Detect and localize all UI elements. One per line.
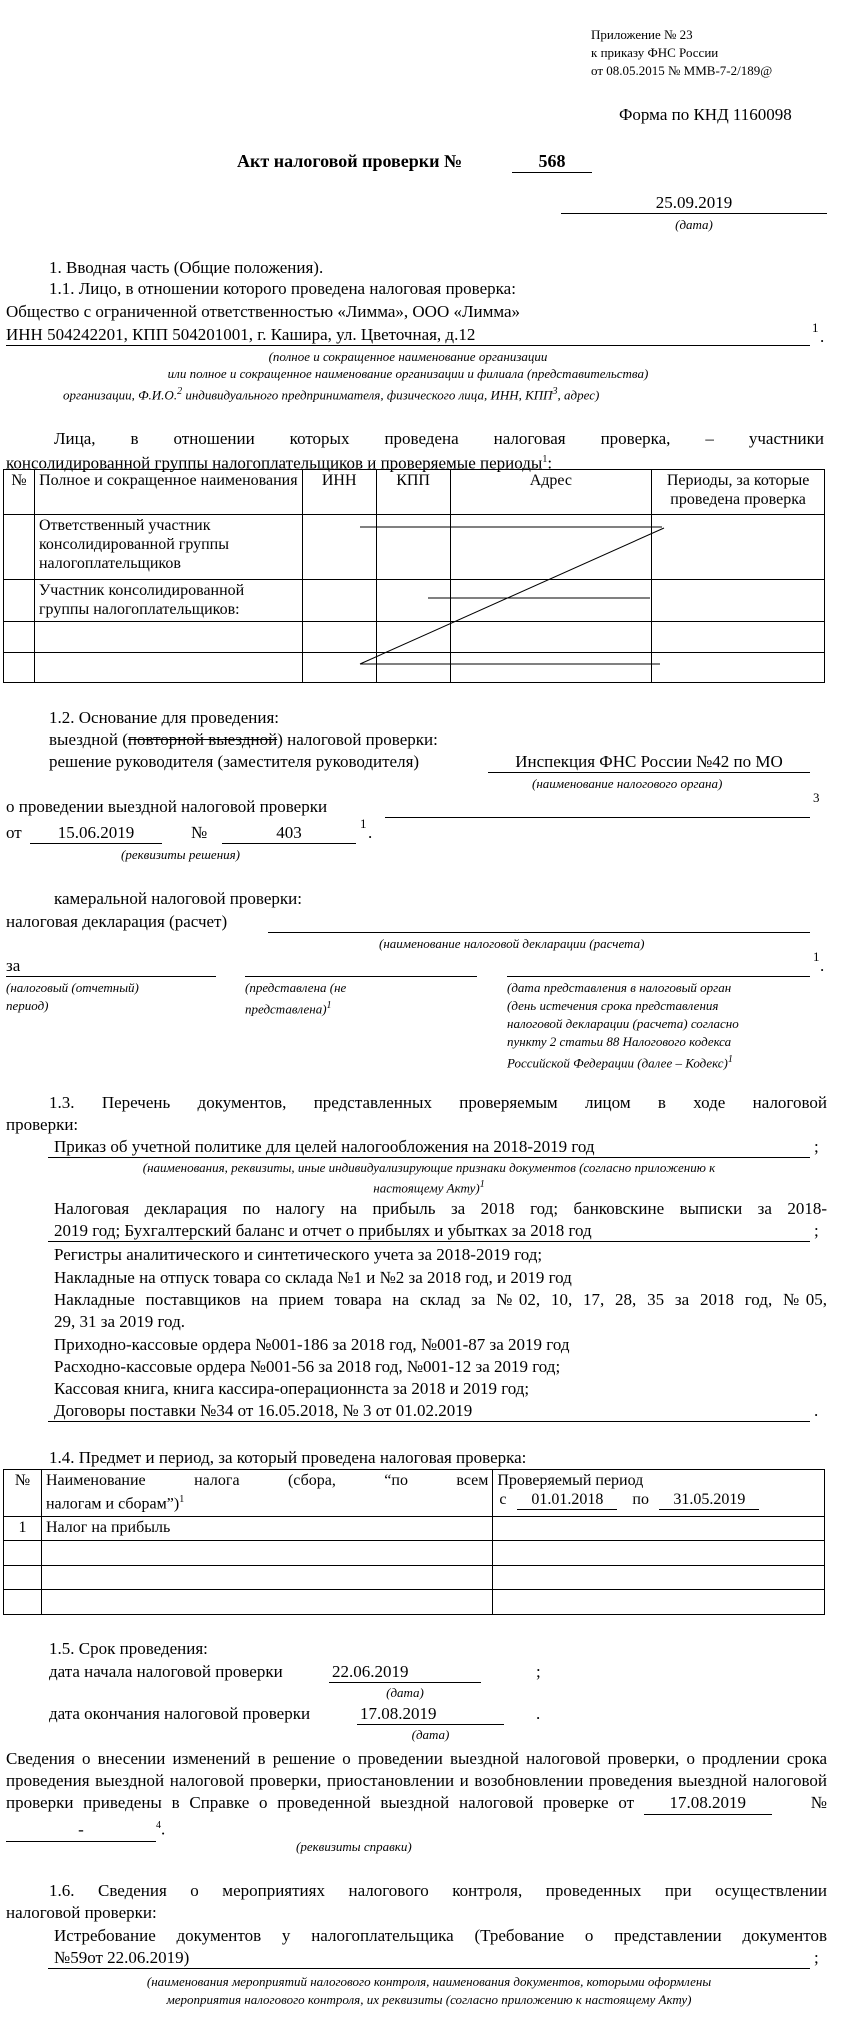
tax-authority: Инспекция ФНС России №42 по МО [515, 752, 783, 771]
group-para-line-2: консолидированной группы налогоплательщиков и проверяемые периоды$^1$: [6, 453, 553, 473]
changes-paragraph: Сведения о внесении изменений в решение о проведении выездной налоговой проверки, о продлении срока проведения выездной налоговой проверки, приостановлении и возобновлении проведения выездной налоговой проверки приведены в Справке о проведенной выездной налоговой проверке от 17.08.2019 № - $^4$. [6, 1748, 827, 1842]
tax-authority-caption: (наименование налогового органа) [532, 776, 723, 791]
semicolon: ; [814, 1948, 819, 1967]
act-title: Акт налоговой проверки № [237, 151, 463, 171]
reference-number: - [6, 1819, 156, 1842]
col-header-num: № [4, 470, 35, 515]
col-header-num: № [4, 1470, 42, 1517]
org-caption-1: (полное и сокращенное наименование организации [268, 349, 548, 364]
end-date-label: дата окончания налоговой проверки [49, 1704, 311, 1723]
document-caption-1: (наименования, реквизиты, иные индивидуализирующие признаки документов (согласно приложению к [142, 1160, 716, 1175]
document-caption-2: настоящему Акту)$^1$ [373, 1179, 485, 1196]
num-label: № [191, 823, 208, 842]
deadline-caption-1: (дата представления в налоговый орган [507, 980, 732, 995]
start-date-line [329, 1682, 481, 1683]
table-row [4, 622, 825, 652]
table-row [4, 1541, 825, 1566]
document-item: Приказ об учетной политике для целей налогообложения на 2018-2019 год [54, 1137, 595, 1156]
deadline-line [507, 976, 810, 977]
period-caption-2: период) [6, 998, 49, 1013]
act-number: 568 [512, 150, 592, 173]
document-item: Расходно-кассовые ордера №001-56 за 2018 год, №001-12 за 2019 год; [54, 1357, 561, 1376]
group-members-table [3, 469, 825, 683]
desk-check-heading: камеральной налоговой проверки: [54, 889, 302, 908]
control-caption-1: (наименования мероприятий налогового контроля, наименования документов, которыми оформлены [146, 1974, 712, 1989]
semicolon: ; [814, 1137, 819, 1156]
org-details: ИНН 504242201, КПП 504201001, г. Кашира, ул. Цветочная, д.12 [6, 325, 476, 344]
act-date: 25.09.2019 [655, 193, 733, 212]
section-1-heading: 1. Вводная часть (Общие положения). [49, 258, 324, 277]
period-to: 31.05.2019 [659, 1490, 759, 1510]
footnote-mark: 3 [813, 790, 820, 805]
reference-date: 17.08.2019 [644, 1792, 772, 1815]
org-underline [6, 345, 810, 346]
col-header-periods: Периоды, за которые проведена проверка [652, 470, 825, 515]
list-end-dot: . [814, 1401, 819, 1420]
deadline-caption-4: пункту 2 статьи 88 Налогового кодекса [507, 1034, 732, 1049]
document-item-line [48, 1157, 810, 1158]
footnote-mark: 1 [360, 816, 367, 831]
decision-number: 403 [276, 823, 302, 842]
section-1-6-heading-1: 1.6. Сведения о мероприятиях налогового контроля, проведенных при осуществлении [49, 1881, 827, 1900]
about-onsite-label: о проведении выездной налоговой проверки [6, 797, 328, 816]
act-date-caption: (дата) [675, 217, 713, 232]
end-date-line [357, 1724, 504, 1725]
org-caption-3: организации, Ф.И.О.$^2$ индивидуального предпринимателя, физического лица, ИНН, КПП$^3$, адрес) [63, 386, 600, 403]
table-row [4, 652, 825, 682]
table-row: 1 Налог на прибыль [4, 1516, 825, 1541]
footnote-mark: 1 [813, 949, 820, 964]
for-end-dot: . [820, 956, 825, 975]
col-header-period: Проверяемый период с 01.01.2018 по 31.05.2019 [493, 1470, 825, 1517]
document-item: 2019 год; Бухгалтерский баланс и отчет о прибылях и убытках за 2018 год [54, 1221, 592, 1240]
start-date-label: дата начала налоговой проверки [49, 1662, 283, 1681]
decision-date: 15.06.2019 [57, 823, 135, 842]
submitted-caption-2: представлена)$^1$ [245, 1000, 332, 1017]
start-date: 22.06.2019 [332, 1662, 409, 1681]
group-para-line-1: Лица, в отношении которых проведена налоговая проверка, – участники [54, 429, 824, 448]
deadline-caption-5: Российской Федерации (далее – Кодекс)$^1$ [507, 1054, 733, 1071]
footnote-mark: 1 [812, 320, 819, 335]
semicolon: ; [536, 1662, 541, 1681]
submitted-line [245, 976, 477, 977]
document-item-line [48, 1241, 810, 1242]
control-measure-line [48, 1968, 810, 1969]
section-1-6-heading-2: налоговой проверки: [6, 1903, 157, 1922]
appendix-line-2: к приказу ФНС России [591, 45, 719, 60]
form-code: Форма по КНД 1160098 [619, 105, 792, 124]
submitted-caption-1: (представлена (не [245, 980, 347, 995]
org-end-dot: . [820, 327, 825, 346]
about-onsite-line [385, 817, 810, 818]
appendix-line-3: от 08.05.2015 № ММВ-7-2/189@ [591, 63, 773, 78]
col-header-address: Адрес [450, 470, 652, 515]
control-measure: Истребование документов у налогоплательщика (Требование о представлении документов [54, 1926, 827, 1945]
decision-label: решение руководителя (заместителя руководителя) [49, 752, 420, 771]
document-item: Кассовая книга, книга кассира-операционнста за 2018 и 2019 год; [54, 1379, 530, 1398]
document-item: Накладные на отпуск товара со склада №1 и №2 за 2018 год, и 2019 год [54, 1268, 572, 1287]
section-1-4-heading: 1.4. Предмет и период, за который проведена налоговая проверка: [49, 1448, 527, 1467]
row-member: Участник консолидированной группы налогоплательщиков: [34, 579, 302, 622]
table-row [4, 1590, 825, 1615]
document-item: Договоры поставки №34 от 16.05.2018, № 3 от 01.02.2019 [54, 1401, 473, 1420]
table-row [4, 579, 825, 622]
tax-name: Налог на прибыль [41, 1516, 492, 1541]
onsite-check-label: выездной (повторной выездной) налоговой проверки: [49, 730, 438, 749]
table-header-row [4, 470, 825, 515]
start-date-caption: (дата) [386, 1685, 424, 1700]
appendix-line-1: Приложение № 23 [591, 27, 693, 42]
for-label: за [6, 956, 21, 975]
table-header-row [4, 1470, 825, 1517]
decision-number-line [222, 843, 356, 844]
end-dot: . [536, 1704, 541, 1723]
end-date-caption: (дата) [411, 1727, 450, 1742]
document-item: Приходно-кассовые ордера №001-186 за 2018 год, №001-87 за 2019 год [54, 1335, 570, 1354]
period-line [6, 976, 216, 977]
deadline-caption-2: (день истечения срока представления [507, 998, 719, 1013]
act-date-line [561, 213, 827, 214]
tax-authority-line [488, 772, 810, 773]
decision-end-dot: . [368, 823, 373, 842]
section-1-3-heading-1: 1.3. Перечень документов, представленных проверяемым лицом в ходе налоговой [49, 1093, 827, 1112]
table-row [4, 1565, 825, 1590]
table-row [4, 514, 825, 579]
document-item: Налоговая декларация по налогу на прибыль за 2018 год; банковскине выписки за 2018- [54, 1199, 827, 1218]
col-header-name: Полное и сокращенное наименования [34, 470, 302, 515]
decision-caption: (реквизиты решения) [121, 847, 241, 862]
declaration-line [268, 932, 810, 933]
control-caption-2: мероприятия налогового контроля, их реквизиты (согласно приложению к настоящему Акту) [166, 1992, 692, 2007]
from-label: от [6, 823, 22, 842]
reference-caption: (реквизиты справки) [296, 1839, 412, 1854]
period-from: 01.01.2018 [517, 1490, 617, 1510]
tax-subject-table [3, 1469, 825, 1615]
deadline-caption-3: налоговой декларации (расчета) согласно [507, 1016, 739, 1031]
col-header-inn: ИНН [302, 470, 376, 515]
section-1-3-heading-2: проверки: [6, 1115, 79, 1134]
document-item: 29, 31 за 2019 год. [54, 1312, 185, 1331]
control-measure: №59от 22.06.2019) [54, 1948, 190, 1967]
declaration-label: налоговая декларация (расчет) [6, 912, 228, 931]
decision-date-line [30, 843, 162, 844]
col-header-kpp: КПП [376, 470, 450, 515]
document-item: Накладные поставщиков на прием товара на склад за №02, 10, 17, 28, 35 за 2018 год, №05, [54, 1290, 827, 1309]
document-item: Регистры аналитического и синтетического учета за 2018-2019 год; [54, 1245, 543, 1264]
document-item-line [48, 1421, 810, 1422]
section-1-5-heading: 1.5. Срок проведения: [49, 1639, 208, 1658]
declaration-caption: (наименование налоговой декларации (расчета) [379, 936, 645, 951]
org-caption-2: или полное и сокращенное наименование организации и филиала (представительства) [167, 366, 649, 381]
section-1-1-heading: 1.1. Лицо, в отношении которого проведена налоговая проверка: [49, 279, 516, 298]
semicolon: ; [814, 1221, 819, 1240]
org-name: Общество с ограниченной ответственностью «Лимма», ООО «Лимма» [6, 302, 521, 321]
col-header-tax-name: Наименование налога (сбора, “по всем налогам и сборам”)$^1$ [41, 1470, 492, 1517]
end-date: 17.08.2019 [360, 1704, 437, 1723]
period-caption-1: (налоговый (отчетный) [6, 980, 139, 995]
section-1-2-heading: 1.2. Основание для проведения: [49, 708, 279, 727]
row-responsible-member: Ответственный участник консолидированной группы налогоплательщиков [34, 514, 302, 579]
